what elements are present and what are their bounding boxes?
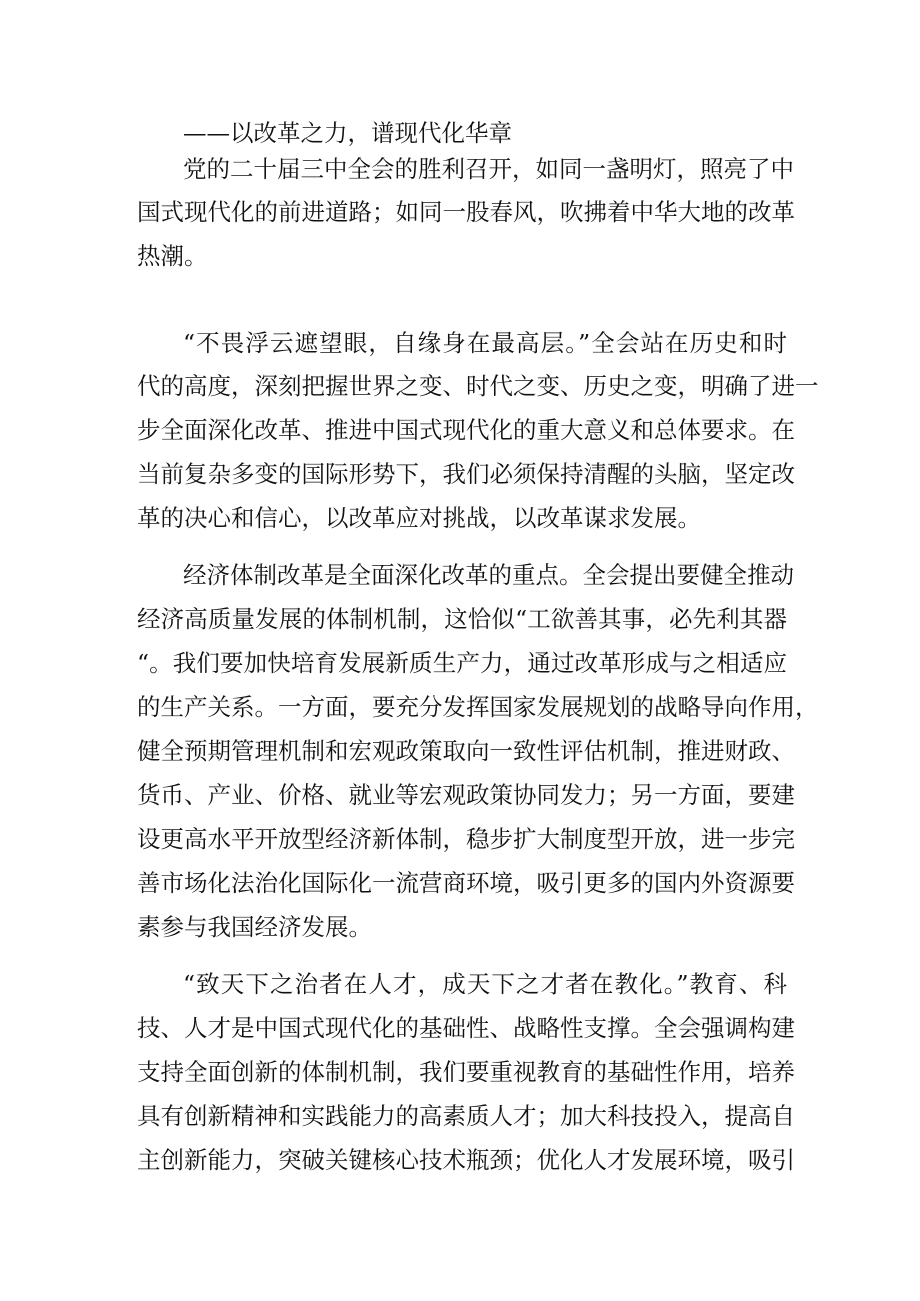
paragraph-4-line-1: “致天下之治者在人才，成天下之才者在教化。”教育、科: [183, 970, 787, 998]
paragraph-3-line-1: 经济体制改革是全面深化改革的重点。全会提出要健全推动: [183, 561, 794, 589]
paragraph-4-line-2: 技、人才是中国式现代化的基础性、战略性支撑。全会强调构建: [137, 1014, 795, 1042]
paragraph-2-line-2: 代的高度，深刻把握世界之变、时代之变、历史之变，明确了进一: [137, 372, 819, 400]
paragraph-3-line-7: 设更高水平开放型经济新体制，稳步扩大制度型开放，进一步完: [137, 825, 795, 853]
paragraph-2-line-3: 步全面深化改革、推进中国式现代化的重大意义和总体要求。在: [137, 416, 795, 444]
paragraph-4-line-5: 主创新能力，突破关键核心技术瓶颈；优化人才发展环境，吸引: [137, 1146, 795, 1174]
paragraph-1-line-3: 热潮。: [137, 242, 208, 270]
paragraph-1-line-2: 国式现代化的前进道路；如同一股春风，吹拂着中华大地的改革: [137, 198, 795, 226]
document-subtitle: ——以改革之力，谱现代化华章: [183, 119, 512, 147]
paragraph-3-line-3: “。我们要加快培育发展新质生产力，通过改革形成与之相适应: [137, 649, 787, 677]
paragraph-2-line-5: 革的决心和信心，以改革应对挑战，以改革谋求发展。: [137, 504, 701, 532]
paragraph-3-line-5: 健全预期管理机制和宏观政策取向一致性评估机制，推进财政、: [137, 737, 795, 765]
paragraph-3-line-6: 货币、产业、价格、就业等宏观政策协同发力；另一方面，要建: [137, 781, 795, 809]
paragraph-3-line-9: 素参与我国经济发展。: [137, 913, 372, 941]
paragraph-1-line-1: 党的二十届三中全会的胜利召开，如同一盏明灯，照亮了中: [183, 155, 794, 183]
paragraph-4-line-4: 具有创新精神和实践能力的高素质人才；加大科技投入，提高自: [137, 1102, 795, 1130]
paragraph-3-line-2: 经济高质量发展的体制机制，这恰似“工欲善其事，必先利其器: [137, 605, 787, 633]
paragraph-4-line-3: 支持全面创新的体制机制，我们要重视教育的基础性作用，培养: [137, 1058, 795, 1086]
paragraph-3-line-8: 善市场化法治化国际化一流营商环境，吸引更多的国内外资源要: [137, 869, 795, 897]
paragraph-2-line-4: 当前复杂多变的国际形势下，我们必须保持清醒的头脑，坚定改: [137, 460, 795, 488]
paragraph-3-line-4: 的生产关系。一方面，要充分发挥国家发展规划的战略导向作用，: [137, 693, 819, 721]
paragraph-2-line-1: “不畏浮云遮望眼，自缘身在最高层。”全会站在历史和时: [183, 329, 787, 357]
